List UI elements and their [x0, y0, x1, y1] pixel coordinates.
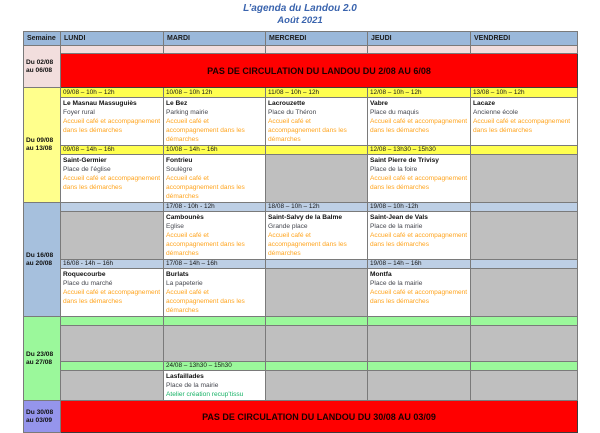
location-venue: Soulègre [166, 166, 193, 173]
week2-pm-mercredi-empty [266, 155, 368, 203]
week3-pm-time-mercredi [266, 260, 368, 269]
week3-am-row [24, 212, 578, 260]
week4-pm-lundi-empty [61, 371, 164, 401]
activity-note: Accueil café et accompagnement dans les démarches [166, 118, 245, 143]
location-name: Burlats [166, 271, 189, 278]
location-venue: Place de la mairie [370, 280, 423, 287]
location-name: Lacrouzette [268, 100, 306, 107]
week4-pm-time-lundi [61, 362, 164, 371]
week1-spacer-mardi [164, 46, 266, 54]
activity-note: Accueil café et accompagnement dans les démarches [473, 118, 571, 134]
location-venue: Place de la foire [370, 166, 418, 173]
week2-am-time-mercredi: 11/08 – 10h – 12h [266, 88, 368, 98]
week3-am-jeudi [368, 212, 471, 260]
activity-note: Accueil café et accompagnement dans les démarches [166, 232, 245, 257]
week4-pm-jeudi-empty [368, 371, 471, 401]
header-jeudi: JEUDI [368, 32, 471, 46]
week3-pm-jeudi [368, 269, 471, 317]
week4-pm-mardi [164, 371, 266, 401]
week3-pm-vendredi-empty [471, 269, 578, 317]
document-title [0, 3, 600, 26]
location-name: Saint-Germier [63, 157, 107, 164]
week4-pm-row [24, 371, 578, 401]
location-name: Le Bez [166, 100, 188, 107]
title-line2: Août 2021 [277, 15, 323, 26]
week1-spacer-row [24, 46, 578, 54]
week4-am-jeudi-empty [368, 326, 471, 362]
week2-am-mardi [164, 98, 266, 146]
location-venue: Place de la mairie [166, 382, 219, 389]
week4-am-row [24, 326, 578, 362]
week3-am-vendredi-empty [471, 212, 578, 260]
location-venue: La papeterie [166, 280, 203, 287]
week1-spacer-jeudi [368, 46, 471, 54]
week4-am-time-row [24, 317, 578, 326]
week1-label: Du 02/08 au 06/08 [24, 46, 61, 88]
activity-note: Atelier création recup’tissu [166, 391, 244, 398]
activity-note: Accueil café et accompagnement dans les démarches [370, 232, 468, 248]
week5-label: Du 30/08 au 03/09 [24, 401, 61, 433]
week1-spacer-vendredi [471, 46, 578, 54]
location-name: Lacaze [473, 100, 495, 107]
week3-pm-mardi [164, 269, 266, 317]
week3-pm-row [24, 269, 578, 317]
week3-pm-mercredi-empty [266, 269, 368, 317]
header-vendredi: VENDREDI [471, 32, 578, 46]
activity-note: Accueil café et accompagnement dans les démarches [166, 175, 245, 200]
week1-spacer-lundi [61, 46, 164, 54]
week4-pm-time-jeudi [368, 362, 471, 371]
week2-am-time-mardi: 10/08 – 10h 12h [164, 88, 266, 98]
week4-pm-time-vendredi [471, 362, 578, 371]
week2-am-time-jeudi: 12/08 – 10h – 12h [368, 88, 471, 98]
location-venue: Place du maquis [370, 109, 419, 116]
week4-pm-time-mercredi [266, 362, 368, 371]
week4-am-time-mercredi [266, 317, 368, 326]
week2-pm-time-lundi: 09/08 – 14h – 16h [61, 146, 164, 155]
week2-am-mercredi [266, 98, 368, 146]
week3-am-mercredi [266, 212, 368, 260]
week4-am-vendredi-empty [471, 326, 578, 362]
activity-note: Accueil café et accompagnement dans les démarches [370, 118, 468, 134]
location-venue: Place de la mairie [370, 223, 423, 230]
week2-am-lundi [61, 98, 164, 146]
week4-am-mardi-empty [164, 326, 266, 362]
week3-pm-time-vendredi [471, 260, 578, 269]
agenda-table [23, 31, 578, 433]
week1-spacer-mercredi [266, 46, 368, 54]
activity-note: Accueil café et accompagnement dans les démarches [63, 118, 161, 134]
week4-am-time-jeudi [368, 317, 471, 326]
activity-note: Accueil café et accompagnement dans les démarches [370, 175, 468, 191]
week2-pm-time-jeudi: 12/08 – 13h30 – 15h30 [368, 146, 471, 155]
location-venue: Ancienne école [473, 109, 519, 116]
title-line1: L’agenda du Landou 2.0 [243, 3, 357, 14]
week3-am-time-vendredi [471, 203, 578, 212]
location-venue: Place de l’église [63, 166, 111, 173]
week3-am-lundi-empty [61, 212, 164, 260]
week2-pm-time-mardi: 10/08 – 14h – 16h [164, 146, 266, 155]
location-name: Saint Pierre de Trivisy [370, 157, 439, 164]
location-venue: Foyer rural [63, 109, 95, 116]
header-mercredi: MERCREDI [266, 32, 368, 46]
location-name: Saint-Jean de Vals [370, 214, 428, 221]
week4-am-time-vendredi [471, 317, 578, 326]
week1-no-circulation-banner: PAS DE CIRCULATION DU LANDOU DU 2/08 AU 6/08 [61, 54, 578, 88]
location-name: Montfa [370, 271, 392, 278]
week2-am-time-vendredi: 13/08 – 10h – 12h [471, 88, 578, 98]
header-lundi: LUNDI [61, 32, 164, 46]
activity-note: Accueil café et accompagnement dans les démarches [268, 232, 347, 257]
activity-note: Accueil café et accompagnement dans les démarches [166, 289, 245, 314]
week2-pm-time-row [24, 146, 578, 155]
week3-pm-time-mardi: 17/08 – 14h – 16h [164, 260, 266, 269]
week5-no-circulation-banner: PAS DE CIRCULATION DU LANDOU DU 30/08 AU 03/09 [61, 401, 578, 433]
week2-pm-lundi [61, 155, 164, 203]
week3-am-time-lundi [61, 203, 164, 212]
week1-banner-row [24, 54, 578, 88]
week3-am-time-mercredi: 18/08 – 10h – 12h [266, 203, 368, 212]
week2-am-jeudi [368, 98, 471, 146]
header-mardi: MARDI [164, 32, 266, 46]
week4-am-time-mardi [164, 317, 266, 326]
activity-note: Accueil café et accompagnement dans les démarches [268, 118, 347, 143]
location-name: Le Masnau Massuguiès [63, 100, 137, 107]
week4-am-time-lundi [61, 317, 164, 326]
location-venue: Place du Théron [268, 109, 317, 116]
week2-label: Du 09/08 au 13/08 [24, 88, 61, 203]
header-row [24, 32, 578, 46]
week4-pm-mercredi-empty [266, 371, 368, 401]
location-name: Lasfaillades [166, 373, 204, 380]
location-name: Vabre [370, 100, 388, 107]
week4-am-lundi-empty [61, 326, 164, 362]
week2-pm-vendredi-empty [471, 155, 578, 203]
week3-label: Du 16/08 au 20/08 [24, 203, 61, 317]
week2-pm-row [24, 155, 578, 203]
week4-am-mercredi-empty [266, 326, 368, 362]
week2-pm-jeudi [368, 155, 471, 203]
activity-note: Accueil café et accompagnement dans les démarches [63, 289, 161, 305]
week2-pm-time-mercredi [266, 146, 368, 155]
week3-am-time-mardi: 17/08 - 10h - 12h [164, 203, 266, 212]
header-semaine: Semaine [24, 32, 61, 46]
week3-am-time-row [24, 203, 578, 212]
week3-am-mardi [164, 212, 266, 260]
week3-pm-lundi [61, 269, 164, 317]
week2-pm-mardi [164, 155, 266, 203]
week2-am-time-row [24, 88, 578, 98]
week3-pm-time-jeudi: 19/08 – 14h – 16h [368, 260, 471, 269]
week3-pm-time-row [24, 260, 578, 269]
week3-pm-time-lundi: 16/08 - 14h – 16h [61, 260, 164, 269]
week4-pm-vendredi-empty [471, 371, 578, 401]
week2-am-row [24, 98, 578, 146]
week4-pm-time-row [24, 362, 578, 371]
location-venue: Grande place [268, 223, 308, 230]
week2-am-vendredi [471, 98, 578, 146]
location-venue: Parking mairie [166, 109, 209, 116]
location-name: Fontrieu [166, 157, 193, 164]
location-name: Saint-Salvy de la Balme [268, 214, 343, 221]
week2-pm-time-vendredi [471, 146, 578, 155]
activity-note: Accueil café et accompagnement dans les démarches [63, 175, 161, 191]
week4-pm-time-mardi: 24/08 – 13h30 – 15h30 [164, 362, 266, 371]
week2-am-time-lundi: 09/08 – 10h – 12h [61, 88, 164, 98]
location-venue: Eglise [166, 223, 184, 230]
location-name: Cambounès [166, 214, 204, 221]
location-venue: Place du marché [63, 280, 113, 287]
location-name: Roquecourbe [63, 271, 106, 278]
activity-note: Accueil café et accompagnement dans les démarches [370, 289, 468, 305]
week3-am-time-jeudi: 19/08 – 10h -12h [368, 203, 471, 212]
week5-banner-row [24, 401, 578, 433]
week4-label: Du 23/08 au 27/08 [24, 317, 61, 401]
